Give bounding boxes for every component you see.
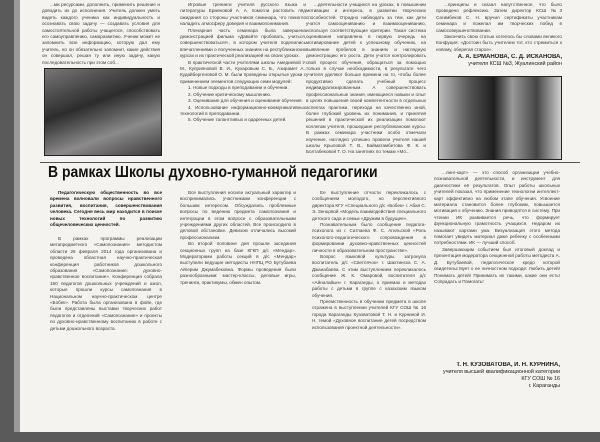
paragraph: ...принципы и сказал напутственное, что было проведено рефлексию. Затем директор КСШ №3 Сагимбеков С. Н. вручил сертификаты участникам семинара и пожелал им творческих побед в самосовершенствовании. [436, 2, 562, 33]
paragraph: Пленарная часть семинара была завершена демонстрацией фильма «Давайте пробовать, учиться, совершенствоваться!», в котором учителя поделились впечатлениями о полученных знаниях на республиканских курсах и их практической реализацией на своих уроках. [180, 27, 306, 59]
bottom-column-4 [434, 170, 560, 358]
certificate-photo [438, 76, 562, 160]
paragraph: Вопрос языковой культуры затронула воспитатель д/с «Светлячок» г. Шахтинска С. А. Джанабаева. С этим выступлением перекликалось сообщение Ж. К. Омаровой, воспитателя д/с «Айналайын» г. Караганды, о приемах и методах работы с детьми в группе с казахским языком обучения. [312, 254, 426, 298]
author-org: КГУ СОШ № 16 [521, 376, 560, 382]
top-signature [436, 54, 562, 72]
bottom-column-2 [180, 190, 296, 416]
bottom-signature [434, 362, 560, 398]
classroom-photo [44, 68, 162, 156]
article-lead [50, 190, 162, 232]
paragraph: Познавательным было сообщение педагога-психолога из г. Сатпаева Ф. С. Агильской «Роль психолого-педагогического сопровождения в формировании духовно-нравственных ценностей личности в образовательном пространстве». [312, 222, 426, 253]
author-names: А. А. ЕРМАНОВА, С. Д. ИСКАНОВА, [457, 54, 562, 60]
paragraph: Игровые тренинги учителя русского языка и литературы Ермековой А. А. помогли растопить лёд ожидания со стороны участников семинара, что помогло наладить атмосферу доверия и взаимопонимания. [180, 2, 306, 27]
paragraph: В практической части учителями школы Амедиевой У. М., Куприяновой В. И., Кухаровым С. Б., Азирамет А., Кудайбергеновой О. М. были проведены открытые уроки с применением элементов следующих семи модулей: [180, 59, 306, 84]
top-column-1 [42, 2, 160, 66]
list-item: 3. Оценивание для обучения и оценивание обучения. [188, 98, 303, 104]
paragraph: Во второй половине дня прошли заседания секционных групп на базе КГКП д/с «Мендар». Модераторами работы секций в д/с «Мендар» выступили ведущие методисты ННПЦ РО Бутубаева Айгерим Джумабековна. Формы проведения были разнообразными: мастер-классы, деловые игры, тренинги, практикумы, обмен опытом. [180, 241, 296, 285]
paragraph: Закончить свою статью хотелось бы словами великого Конфуция: «Достоин быть учителем тот, кто стремиться к новому, оберегая старое». [436, 34, 562, 52]
bottom-column-3 [312, 190, 426, 416]
bottom-column-1 [50, 236, 162, 416]
list-item: 1. Новые подходы в преподавании и обучении. [188, 85, 289, 91]
paragraph: Все выступления носили актуальный характер и воспринимались участниками конференции с большим интересом. Обсуждались проблемные вопросы по ведению предмета самопознания и интеграции в этом вопросе с образовательными учреждениями других областей. Все происходило в деловой обстановке. Девизом отличались высокий профессионализм. [180, 190, 296, 240]
top-column-2 [180, 2, 306, 162]
list-item: 5. Обучение талантливых и одаренных детей. [188, 117, 287, 123]
divider [40, 162, 580, 163]
top-column-3 [306, 2, 426, 158]
author-city: г. Караганды [528, 383, 560, 389]
top-column-4 [436, 2, 562, 52]
lead-text: Педагогическую общественность во все времена волновали вопросы нравственного развития, воспитания, совершенствования человека. Сегодня весь мир находится в поиске новых технологий по развитию общечеловеческих ценностей. [50, 190, 162, 228]
list-item: 2. Обучение критическому мышлению. [188, 91, 272, 97]
author-names: Т. Н. КУЗОВАТОВА, И. Н. КУРНИНА, [456, 362, 560, 368]
article-headline: В рамках Школы духовно-гуманной педагогики [48, 164, 378, 181]
author-role: учителя КСШ №3, Жуалинский район [468, 61, 562, 67]
paragraph: Преемственность в обучении предмета в школе отражена в выступлении учителей КГУ СОШ № 16 города Караганды Кузоватовой Т. Н. и Курниной И. Н. темой «Духовное воспитание детей посредством использования проектной деятельности». [312, 298, 426, 330]
paragraph: ...линг-карт» — это способ организации учебно-познавательной деятельности, и инструмент для диагностики её результатов. Опыт работы школьных учителей показал, что применение технологии интеллект-карт эффективно на любом этапе обучения. Усвоение материала становится более глубоким, повышается мотивация к обучению. Знания приводятся в систему. При чтении ИК развивается речь, что формирует функциональную грамотность учащихся. Недаром их называют картами ума. Визуализация этого метода помогает увидеть материал даже ребенку с особенными потребностями. ИК — лучший способ. [434, 170, 560, 246]
paragraph: ...ми ресурсами, дополнить, применить решение и доводить их до исполнения. Учитель должен уметь видеть каждого ученика как индивидуальность и осознавать свою задачу — создавать условия для самостоятельной работы учащегося, способствовать его самоуправлению, саморазвитию. Ученик может не запомнить всю информацию, которую дал ему учитель, но он обязательно запомнит, какие действия он совершал, решая ту или иную задачу, какую последовательность при этом соб... [42, 2, 160, 65]
paragraph: Завершающим событием был итоговый доклад и презентация модератора секционной работы методиста А. Д. Бутубаевой, педагогическое кредо которой свидетельствует о ее личностном подходе: Любить детей! Понимать детей! Принимать их такими, какие они есть! Сопрадать и Помогать! [434, 246, 560, 284]
paragraph: ...деятельности учащихся на уроках, в повышении мотивации и интереса, в развитии творческих способностей. Отрадно наблюдать за тем, как дети учатся самооцениванию и взаимооцениванию, используя соответствующие критерии. Такая система оценивания направлена в первую очередь на мотивирование детей к успешному обучению, на выявление пробелов в знаниях и наглядную демонстрацию его роста. Дети учатся контролировать свой процесс обучения, обращаться за помощью только в случае необходимости, в результате чего учителя уделяют больше времени на то, чтобы более продуктивно сделать учебный процесс индивидуализированным. А совершенствовать профессиональные знания, имеющиеся навыки и опыт в целях повышения своей компетентности в отдельных аспектах практики, перехода на качественно иной, более глубокий уровень их понимания, и принятия решений в практической их реализации помогают коллегам учителя, прошедшие республиканские курсы. В рамках семинара участники особо отмечали изучение, наглядно успешно провели учителя нашей школы Крыловой Т. В., Байматамбетова Ф. К. и Болтабековой Т. О. На занятиях по темам «Мо... [306, 2, 426, 155]
newspaper-page [14, 0, 600, 432]
paragraph: Ее выступление отчасти перекликалось с сообщением молодого, но перспективного директора КГУ «Специального д/с «Бобек» г. Абая С. Э. Зенцовой «Модель взаимодействия специального детского сада и семьи «Дружим в будущее». [312, 190, 426, 221]
author-role: учителя высшей квалификационной категории [443, 369, 560, 375]
paragraph: В рамках программы реализации метапредметного «Самопознания» методистом области 26 февраля 2014 года организована и проведена областная научно-практическая конференция работников дошкольного образования «Самопознание: духовно-нравственное воспитание». Конференция собрала 150 педагогов дошкольных учреждений и школ, которые прошли курсы самопознания в Национальном научно-практическом центре «Бобек». Работа была организована в фойе, где были представлены выставки творческих работ педагогов и отделений «Самопознание» и проекты по духовно-нравственному воспитанию в работе с детьми дошкольного возраста. [50, 236, 162, 331]
list-item: 4. Использование информационно-коммуникативных технологий в преподавании. [180, 104, 306, 116]
